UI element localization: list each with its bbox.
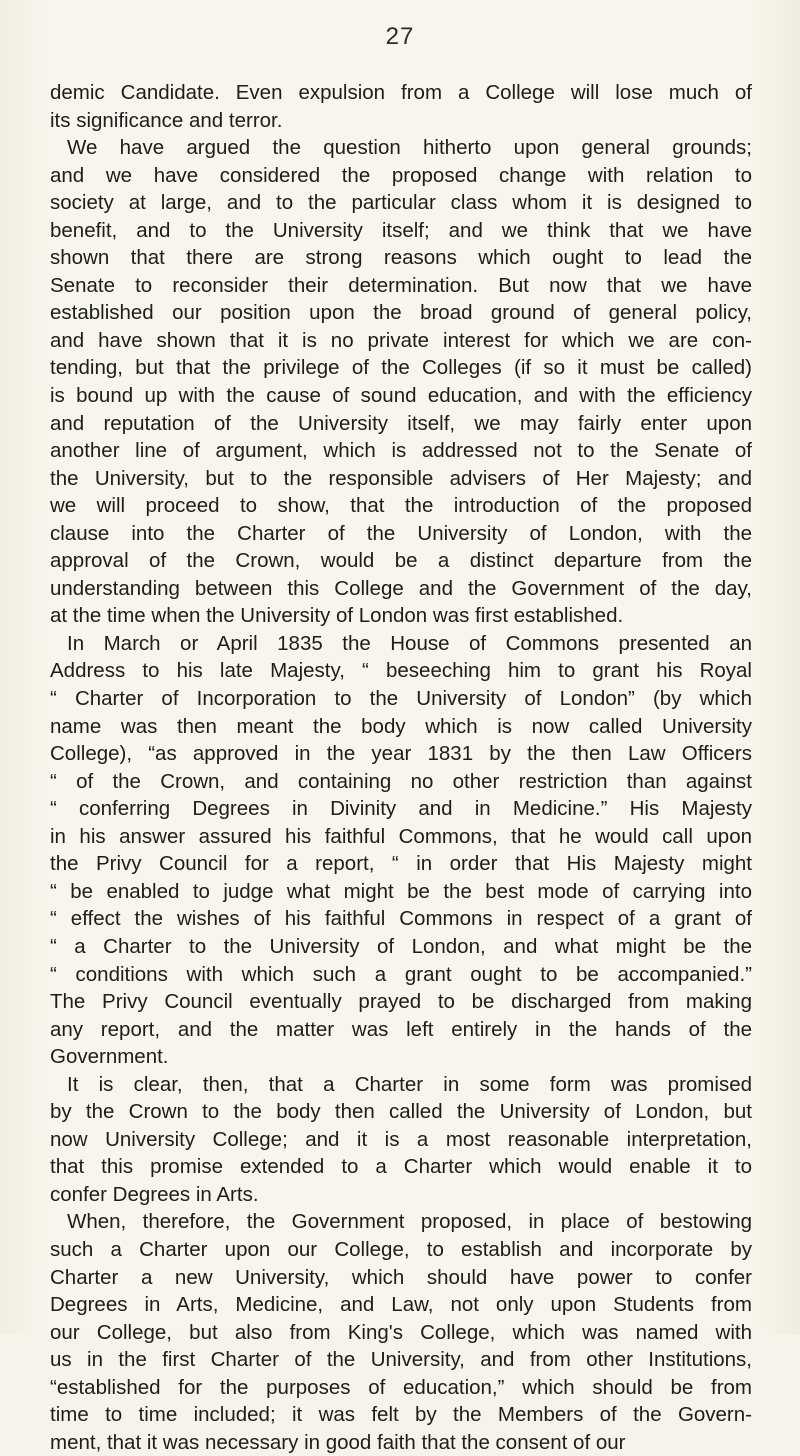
text-line: now University College; and it is a most reasonable interpretation, [50,1127,752,1151]
text-line: and reputation of the University itself, we may fairly enter upon [50,411,752,435]
text-line: name was then meant the body which is now called University [50,714,752,738]
text-line: When, therefore, the Government proposed, in place of bestowing [67,1210,752,1234]
text-line: and have shown that it is no private interest for which we are con- [50,328,752,352]
text-line: the University, but to the responsible advisers of Her Majesty; and [50,466,752,490]
paragraph-p4 [50,1071,752,1209]
page-number: 27 [385,23,415,50]
text-line: shown that there are strong reasons which ought to lead the [50,246,752,270]
text-line: time to time included; it was felt by the Members of the Govern- [50,1403,752,1427]
text-line: the Privy Council for a report, “ in order that His Majesty might [50,852,752,876]
text-line: society at large, and to the particular class whom it is designed to [50,191,752,215]
text-line: by the Crown to the body then called the University of London, but [50,1100,752,1124]
text-line: that this promise extended to a Charter which would enable it to [50,1155,752,1179]
text-line: another line of argument, which is addressed not to the Senate of [50,439,752,463]
text-line: The Privy Council eventually prayed to be discharged from making [50,990,752,1014]
text-line: We have argued the question hitherto upon general grounds; [67,136,752,160]
text-line: confer Degrees in Arts. [50,1182,259,1206]
text-line: such a Charter upon our College, to establish and incorporate by [50,1237,752,1261]
text-line: at the time when the University of London was first established. [50,604,624,628]
paragraph-p2 [50,134,752,630]
text-line: and we have considered the proposed change with relation to [50,163,752,187]
paragraph-p1 [50,79,752,134]
text-line: College), “as approved in the year 1831 by the then Law Officers [50,742,752,766]
text-line: our College, but also from King's College, which was named with [50,1320,752,1344]
text-line: “ Charter of Incorporation to the University of London” (by which [50,687,752,711]
text-line: It is clear, then, that a Charter in some form was promised [67,1072,752,1096]
text-line: ment, that it was necessary in good faith that the consent of our [50,1430,626,1454]
text-line: benefit, and to the University itself; and we think that we have [50,218,752,242]
text-line: Senate to reconsider their determination. But now that we have [50,273,752,297]
text-line: “ a Charter to the University of London, and what might be the [50,934,752,958]
text-line: tending, but that the privilege of the Colleges (if so it must be called) [50,356,752,380]
text-line: understanding between this College and the Government of the day, [50,576,752,600]
paragraph-p5 [50,1208,752,1456]
text-line: “ conditions with which such a grant ought to be accompanied.” [50,962,752,986]
text-line: demic Candidate. Even expulsion from a College will lose much of [50,81,752,104]
text-line: approval of the Crown, would be a distinct departure from the [50,549,752,573]
text-line: In March or April 1835 the House of Commons presented an [67,631,752,655]
text-line: “ conferring Degrees in Divinity and in Medicine.” His Majesty [50,797,752,821]
text-line: “ be enabled to judge what might be the best mode of carrying into [50,879,752,903]
text-line: its significance and terror. [50,108,283,132]
text-line: is bound up with the cause of sound education, and with the efficiency [50,384,752,408]
text-line: Address to his late Majesty, “ beseeching him to grant his Royal [50,659,752,683]
text-line: Government. [50,1045,169,1069]
text-line: any report, and the matter was left entirely in the hands of the [50,1017,752,1041]
text-line: us in the first Charter of the University, and from other Institutions, [50,1348,752,1372]
text-line: we will proceed to show, that the introduction of the proposed [50,494,752,518]
text-line: Charter a new University, which should have power to confer [50,1265,752,1289]
text-line: in his answer assured his faithful Commons, that he would call upon [50,824,752,848]
text-line: Degrees in Arts, Medicine, and Law, not only upon Students from [50,1293,752,1317]
text-line: established our position upon the broad ground of general policy, [50,301,752,325]
paragraph-p3 [50,630,752,1071]
text-line: “ of the Crown, and containing no other restriction than against [50,769,752,793]
body-text [50,79,752,1456]
text-line: “established for the purposes of education,” which should be from [50,1375,752,1399]
text-line: clause into the Charter of the University of London, with the [50,521,752,545]
text-line: “ effect the wishes of his faithful Commons in respect of a grant of [50,907,752,931]
